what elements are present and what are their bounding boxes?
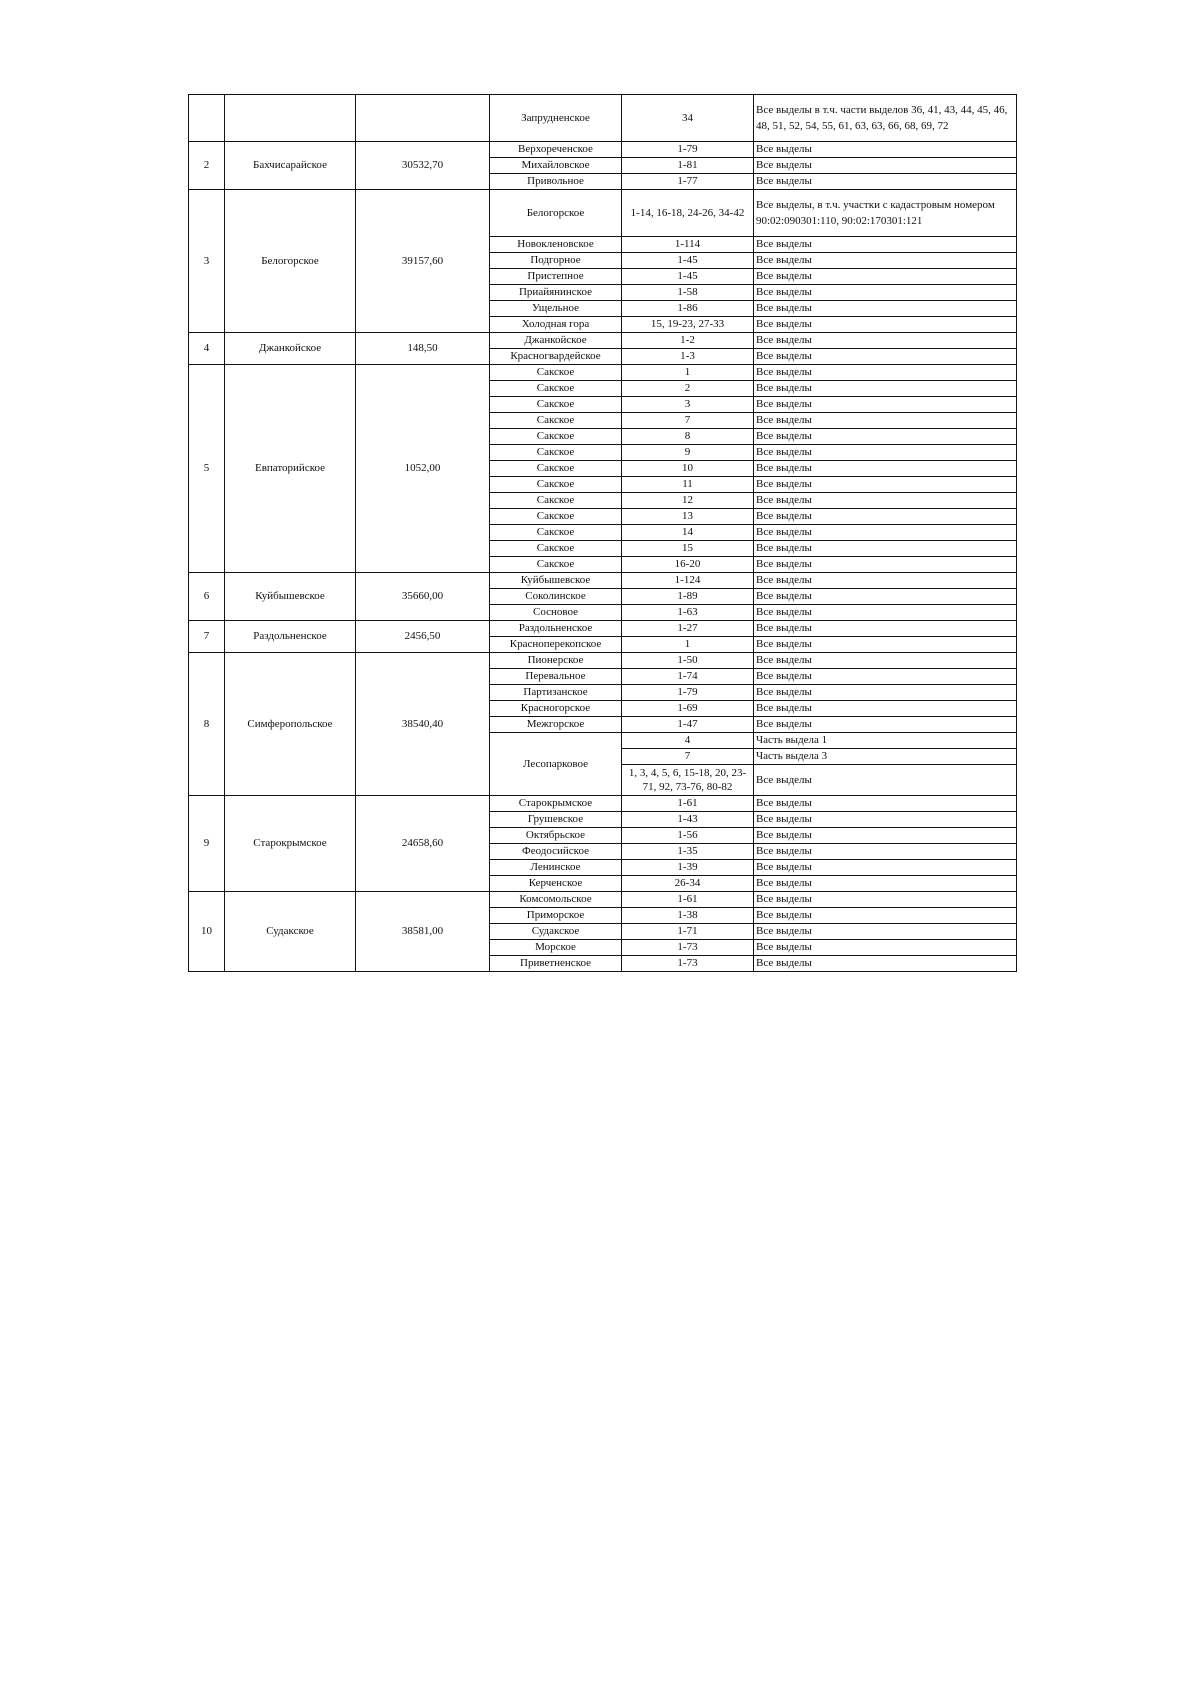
- cell-lesnichestvo: Михайловское: [490, 158, 622, 174]
- cell-vydely: Все выделы: [754, 908, 1017, 924]
- cell-kvartaly: 7: [622, 749, 754, 765]
- cell-kvartaly: 1-86: [622, 301, 754, 317]
- cell-no: 3: [189, 190, 225, 333]
- cell-lesnichestvo: Сакское: [490, 365, 622, 381]
- cell-vydely: Все выделы, в т.ч. участки с кадастровым номером 90:02:090301:110, 90:02:170301:121: [754, 190, 1017, 237]
- cell-kvartaly: 10: [622, 461, 754, 477]
- cell-vydely: Все выделы: [754, 621, 1017, 637]
- cell-area: 39157,60: [356, 190, 490, 333]
- cell-lesnichestvo: Новокленовское: [490, 237, 622, 253]
- cell-vydely: Все выделы: [754, 876, 1017, 892]
- cell-lesnichestvo: Сакское: [490, 525, 622, 541]
- cell-vydely: Все выделы: [754, 796, 1017, 812]
- cell-lesnichestvo: Ущельное: [490, 301, 622, 317]
- cell-vydely: Все выделы: [754, 940, 1017, 956]
- cell-lesnichestvo: Приморское: [490, 908, 622, 924]
- cell-vydely: Все выделы: [754, 589, 1017, 605]
- cell-lesnichestvo: Приветненское: [490, 956, 622, 972]
- cell-vydely: Все выделы: [754, 317, 1017, 333]
- cell-lesnichestvo: Старокрымское: [490, 796, 622, 812]
- cell-lesnichestvo: Верхореченское: [490, 142, 622, 158]
- cell-name: [225, 95, 356, 142]
- cell-kvartaly: 26-34: [622, 876, 754, 892]
- cell-vydely: Все выделы: [754, 669, 1017, 685]
- cell-no: 7: [189, 621, 225, 653]
- cell-kvartaly: 1-71: [622, 924, 754, 940]
- cell-lesnichestvo: Грушевское: [490, 812, 622, 828]
- cell-kvartaly: 1-81: [622, 158, 754, 174]
- cell-lesnichestvo: Подгорное: [490, 253, 622, 269]
- cell-lesnichestvo: Красногвардейское: [490, 349, 622, 365]
- table-row: [189, 190, 1017, 237]
- cell-vydely: Все выделы: [754, 477, 1017, 493]
- cell-vydely: Все выделы: [754, 413, 1017, 429]
- cell-vydely: Все выделы: [754, 605, 1017, 621]
- cell-kvartaly: 1-39: [622, 860, 754, 876]
- table-row: [189, 365, 1017, 381]
- cell-kvartaly: 1-45: [622, 253, 754, 269]
- cell-vydely: Все выделы: [754, 717, 1017, 733]
- cell-name: Симферопольское: [225, 653, 356, 796]
- cell-name: Раздольненское: [225, 621, 356, 653]
- cell-vydely: Все выделы: [754, 285, 1017, 301]
- cell-kvartaly: 1-69: [622, 701, 754, 717]
- cell-kvartaly: 1-79: [622, 142, 754, 158]
- cell-kvartaly: 12: [622, 493, 754, 509]
- cell-area: 35660,00: [356, 573, 490, 621]
- cell-kvartaly: 1-89: [622, 589, 754, 605]
- cell-kvartaly: 1-3: [622, 349, 754, 365]
- cell-vydely: Все выделы: [754, 956, 1017, 972]
- cell-name: Куйбышевское: [225, 573, 356, 621]
- cell-area: 1052,00: [356, 365, 490, 573]
- cell-lesnichestvo: Сакское: [490, 541, 622, 557]
- cell-kvartaly: 15, 19-23, 27-33: [622, 317, 754, 333]
- cell-kvartaly: 1-63: [622, 605, 754, 621]
- cell-no: 5: [189, 365, 225, 573]
- cell-kvartaly: 1-74: [622, 669, 754, 685]
- cell-vydely: Все выделы: [754, 541, 1017, 557]
- cell-no: 10: [189, 892, 225, 972]
- cell-lesnichestvo: Привольное: [490, 174, 622, 190]
- cell-vydely: Все выделы: [754, 653, 1017, 669]
- cell-lesnichestvo: Сакское: [490, 381, 622, 397]
- cell-vydely: Все выделы: [754, 493, 1017, 509]
- cell-vydely: Все выделы: [754, 397, 1017, 413]
- cell-vydely: Все выделы: [754, 557, 1017, 573]
- cell-kvartaly: 7: [622, 413, 754, 429]
- cell-vydely: Все выделы в т.ч. части выделов 36, 41, 43, 44, 45, 46, 48, 51, 52, 54, 55, 61, 63, 63, 66, 68, 69, 72: [754, 95, 1017, 142]
- cell-vydely: Все выделы: [754, 253, 1017, 269]
- cell-kvartaly: 1-61: [622, 796, 754, 812]
- cell-lesnichestvo: Раздольненское: [490, 621, 622, 637]
- cell-vydely: Все выделы: [754, 381, 1017, 397]
- cell-name: Евпаторийское: [225, 365, 356, 573]
- cell-kvartaly: 1-35: [622, 844, 754, 860]
- cell-name: Бахчисарайское: [225, 142, 356, 190]
- cell-lesnichestvo: Сакское: [490, 509, 622, 525]
- cell-vydely: Все выделы: [754, 924, 1017, 940]
- table-row: [189, 621, 1017, 637]
- cell-no: 2: [189, 142, 225, 190]
- cell-lesnichestvo: Сакское: [490, 397, 622, 413]
- cell-kvartaly: 1-73: [622, 956, 754, 972]
- cell-kvartaly: 1-61: [622, 892, 754, 908]
- cell-vydely: Все выделы: [754, 461, 1017, 477]
- cell-kvartaly: 1-47: [622, 717, 754, 733]
- cell-vydely: Все выделы: [754, 158, 1017, 174]
- cell-lesnichestvo: Сакское: [490, 477, 622, 493]
- table-row: [189, 653, 1017, 669]
- cell-kvartaly: 1: [622, 365, 754, 381]
- cell-lesnichestvo: Сакское: [490, 461, 622, 477]
- cell-lesnichestvo: Перевальное: [490, 669, 622, 685]
- cell-lesnichestvo: Комсомольское: [490, 892, 622, 908]
- cell-kvartaly: 11: [622, 477, 754, 493]
- cell-kvartaly: 15: [622, 541, 754, 557]
- cell-lesnichestvo: Запрудненское: [490, 95, 622, 142]
- cell-vydely: Все выделы: [754, 812, 1017, 828]
- cell-lesnichestvo: Джанкойское: [490, 333, 622, 349]
- cell-lesnichestvo: Сакское: [490, 429, 622, 445]
- cell-kvartaly: 1-77: [622, 174, 754, 190]
- cell-area: 148,50: [356, 333, 490, 365]
- cell-kvartaly: 1-79: [622, 685, 754, 701]
- cell-vydely: Все выделы: [754, 429, 1017, 445]
- cell-kvartaly: 1-114: [622, 237, 754, 253]
- cell-area: 30532,70: [356, 142, 490, 190]
- cell-lesnichestvo: Сосновое: [490, 605, 622, 621]
- table-row: [189, 142, 1017, 158]
- cell-kvartaly: 1-38: [622, 908, 754, 924]
- cell-lesnichestvo: Куйбышевское: [490, 573, 622, 589]
- cell-kvartaly: 4: [622, 733, 754, 749]
- cell-vydely: Все выделы: [754, 509, 1017, 525]
- cell-vydely: Все выделы: [754, 860, 1017, 876]
- cell-name: Белогорское: [225, 190, 356, 333]
- cell-lesnichestvo: Октябрьское: [490, 828, 622, 844]
- cell-area: [356, 95, 490, 142]
- cell-vydely: Все выделы: [754, 892, 1017, 908]
- cell-lesnichestvo: Судакское: [490, 924, 622, 940]
- cell-kvartaly: 1-58: [622, 285, 754, 301]
- cell-kvartaly: 1-27: [622, 621, 754, 637]
- cell-lesnichestvo: Сакское: [490, 413, 622, 429]
- cell-lesnichestvo: Морское: [490, 940, 622, 956]
- cell-kvartaly: 1-56: [622, 828, 754, 844]
- cell-kvartaly: 1-73: [622, 940, 754, 956]
- cell-vydely: Все выделы: [754, 701, 1017, 717]
- cell-lesnichestvo: Холодная гора: [490, 317, 622, 333]
- cell-kvartaly: 1-2: [622, 333, 754, 349]
- cell-no: 9: [189, 796, 225, 892]
- cell-area: 38581,00: [356, 892, 490, 972]
- cell-lesnichestvo: Ленинское: [490, 860, 622, 876]
- table-row: [189, 573, 1017, 589]
- table-row: [189, 892, 1017, 908]
- cell-vydely: Все выделы: [754, 237, 1017, 253]
- table-row: [189, 796, 1017, 812]
- cell-vydely: Все выделы: [754, 174, 1017, 190]
- cell-kvartaly: 1-45: [622, 269, 754, 285]
- cell-lesnichestvo: Партизанское: [490, 685, 622, 701]
- cell-lesnichestvo: Белогорское: [490, 190, 622, 237]
- cell-kvartaly: 9: [622, 445, 754, 461]
- cell-no: 4: [189, 333, 225, 365]
- cell-name: Джанкойское: [225, 333, 356, 365]
- cell-lesnichestvo: Красноперекопское: [490, 637, 622, 653]
- cell-lesnichestvo: Пристепное: [490, 269, 622, 285]
- cell-lesnichestvo: Феодосийское: [490, 844, 622, 860]
- cell-vydely: Все выделы: [754, 844, 1017, 860]
- cell-vydely: Часть выдела 3: [754, 749, 1017, 765]
- cell-lesnichestvo: Пионерское: [490, 653, 622, 669]
- cell-vydely: Все выделы: [754, 828, 1017, 844]
- forestry-table: [188, 94, 1017, 972]
- cell-lesnichestvo: Межгорское: [490, 717, 622, 733]
- cell-kvartaly: 1-124: [622, 573, 754, 589]
- table-row: [189, 333, 1017, 349]
- cell-vydely: Все выделы: [754, 637, 1017, 653]
- cell-lesnichestvo: Красногорское: [490, 701, 622, 717]
- cell-kvartaly: 1-14, 16-18, 24-26, 34-42: [622, 190, 754, 237]
- cell-no: [189, 95, 225, 142]
- cell-kvartaly: 13: [622, 509, 754, 525]
- cell-kvartaly: 1, 3, 4, 5, 6, 15-18, 20, 23-71, 92, 73-76, 80-82: [622, 765, 754, 796]
- cell-kvartaly: 14: [622, 525, 754, 541]
- cell-vydely: Все выделы: [754, 269, 1017, 285]
- cell-no: 8: [189, 653, 225, 796]
- cell-lesnichestvo: Сакское: [490, 445, 622, 461]
- cell-area: 2456,50: [356, 621, 490, 653]
- cell-lesnichestvo: Сакское: [490, 557, 622, 573]
- cell-kvartaly: 1-43: [622, 812, 754, 828]
- cell-vydely: Все выделы: [754, 333, 1017, 349]
- cell-vydely: Все выделы: [754, 365, 1017, 381]
- cell-kvartaly: 1-50: [622, 653, 754, 669]
- cell-name: Старокрымское: [225, 796, 356, 892]
- cell-vydely: Все выделы: [754, 573, 1017, 589]
- cell-vydely: Все выделы: [754, 142, 1017, 158]
- cell-kvartaly: 1: [622, 637, 754, 653]
- cell-kvartaly: 2: [622, 381, 754, 397]
- cell-vydely: Все выделы: [754, 349, 1017, 365]
- cell-lesnichestvo: Сакское: [490, 493, 622, 509]
- cell-area: 38540,40: [356, 653, 490, 796]
- cell-kvartaly: 3: [622, 397, 754, 413]
- cell-vydely: Все выделы: [754, 525, 1017, 541]
- cell-vydely: Все выделы: [754, 685, 1017, 701]
- cell-lesnichestvo: Соколинское: [490, 589, 622, 605]
- cell-lesnichestvo: Лесопарковое: [490, 733, 622, 796]
- cell-kvartaly: 8: [622, 429, 754, 445]
- cell-vydely: Часть выдела 1: [754, 733, 1017, 749]
- cell-kvartaly: 34: [622, 95, 754, 142]
- cell-lesnichestvo: Приайянинское: [490, 285, 622, 301]
- cell-lesnichestvo: Керченское: [490, 876, 622, 892]
- cell-kvartaly: 16-20: [622, 557, 754, 573]
- cell-vydely: Все выделы: [754, 765, 1017, 796]
- table-row: [189, 95, 1017, 142]
- cell-no: 6: [189, 573, 225, 621]
- cell-vydely: Все выделы: [754, 301, 1017, 317]
- cell-area: 24658,60: [356, 796, 490, 892]
- table-body: [189, 95, 1017, 972]
- cell-name: Судакское: [225, 892, 356, 972]
- cell-vydely: Все выделы: [754, 445, 1017, 461]
